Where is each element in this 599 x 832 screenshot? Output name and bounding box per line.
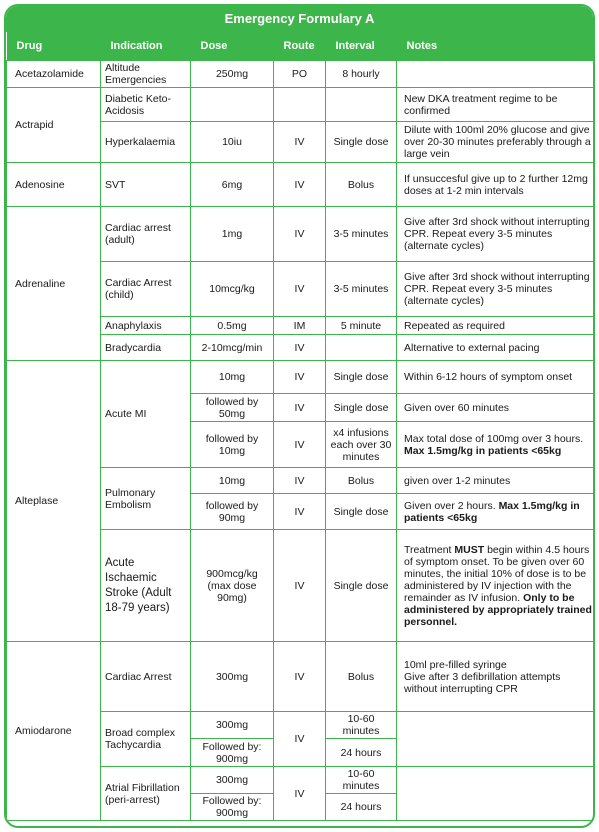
route-cell: IV	[274, 163, 326, 207]
interval-cell: 10-60 minutes	[326, 767, 397, 794]
table-row	[7, 207, 596, 262]
drug-cell: Alteplase	[7, 361, 101, 642]
route-cell: IV	[274, 122, 326, 163]
route-cell: IV	[274, 394, 326, 422]
notes-cell: Repeated as required	[397, 317, 596, 335]
notes-text: Treatment	[404, 543, 452, 556]
interval-cell: Bolus	[326, 468, 397, 494]
header-notes: Notes	[397, 32, 596, 61]
drug-cell: Adrenaline	[7, 207, 101, 361]
dose-cell: 10mg	[191, 361, 274, 394]
dose-cell: 250mg	[191, 61, 274, 88]
notes-cell: Give after 3rd shock without interrupting CPR. Repeat every 3-5 minutes (alternate cycles)	[397, 207, 596, 262]
dose-cell: Followed by: 900mg	[191, 794, 274, 821]
table-row	[7, 88, 596, 122]
interval-cell: Bolus	[326, 642, 397, 712]
interval-cell	[326, 88, 397, 122]
notes-cell	[397, 642, 596, 712]
route-cell: IV	[274, 642, 326, 712]
header-drug: Drug	[7, 32, 101, 61]
dose-cell: 300mg	[191, 767, 274, 794]
dose-cell: 10mcg/kg	[191, 262, 274, 317]
table-row	[7, 361, 596, 394]
notes-cell	[397, 61, 596, 88]
dose-cell: followed by 50mg	[191, 394, 274, 422]
drug-cell: Adenosine	[7, 163, 101, 207]
dose-cell: 10mg	[191, 468, 274, 494]
interval-cell: Single dose	[326, 361, 397, 394]
page-title: Emergency Formulary A	[6, 6, 593, 32]
notes-cell: New DKA treatment regime to be confirmed	[397, 88, 596, 122]
route-cell: IV	[274, 262, 326, 317]
notes-text: 10ml pre-filled syringe	[404, 658, 507, 671]
interval-cell: 3-5 minutes	[326, 207, 397, 262]
notes-cell	[397, 494, 596, 530]
table-row	[7, 163, 596, 207]
interval-cell: Bolus	[326, 163, 397, 207]
interval-cell: 24 hours	[326, 794, 397, 821]
dose-cell: 1mg	[191, 207, 274, 262]
indication-cell: Anaphylaxis	[101, 317, 191, 335]
route-cell: IV	[274, 207, 326, 262]
dose-cell: followed by 10mg	[191, 422, 274, 468]
notes-text: Max total dose of 100mg over 3 hours.	[404, 432, 584, 445]
route-cell: IV	[274, 530, 326, 642]
route-cell: PO	[274, 61, 326, 88]
notes-cell: Give after 3rd shock without interrupting CPR. Repeat every 3-5 minutes (alternate cycles)	[397, 262, 596, 317]
notes-cell: given over 1-2 minutes	[397, 468, 596, 494]
interval-cell: 5 minute	[326, 317, 397, 335]
interval-cell: 24 hours	[326, 739, 397, 767]
interval-cell: Single dose	[326, 494, 397, 530]
route-cell: IV	[274, 361, 326, 394]
indication-cell: Altitude Emergencies	[101, 61, 191, 88]
notes-cell: Within 6-12 hours of symptom onset	[397, 361, 596, 394]
indication-cell: Acute MI	[101, 361, 191, 468]
indication-cell: Cardiac Arrest	[101, 642, 191, 712]
interval-cell: 3-5 minutes	[326, 262, 397, 317]
dose-cell: 300mg	[191, 642, 274, 712]
indication-cell: Atrial Fibrillation (peri-arrest)	[101, 767, 191, 821]
header-row	[7, 32, 596, 61]
dose-cell: 900mcg/kg (max dose 90mg)	[191, 530, 274, 642]
header-interval: Interval	[326, 32, 397, 61]
indication-cell: Cardiac arrest (adult)	[101, 207, 191, 262]
interval-cell: x4 infusions each over 30 minutes	[326, 422, 397, 468]
interval-cell	[326, 335, 397, 361]
notes-cell: If unsuccesful give up to 2 further 12mg doses at 1-2 min intervals	[397, 163, 596, 207]
route-cell	[274, 88, 326, 122]
drug-cell: Acetazolamide	[7, 61, 101, 88]
indication-cell: Pulmonary Embolism	[101, 468, 191, 530]
formulary-card	[4, 4, 595, 828]
notes-cell: Alternative to external pacing	[397, 335, 596, 361]
notes-bold: MUST	[454, 543, 485, 556]
notes-text: Give after 3 defibrillation attempts without interrupting CPR	[404, 670, 561, 695]
interval-cell: Single dose	[326, 122, 397, 163]
dose-cell: Followed by: 900mg	[191, 739, 274, 767]
route-cell: IV	[274, 468, 326, 494]
notes-text: Given over 2 hours.	[404, 499, 496, 512]
route-cell: IV	[274, 335, 326, 361]
table-row	[7, 642, 596, 712]
indication-cell: Diabetic Keto-Acidosis	[101, 88, 191, 122]
header-dose: Dose	[191, 32, 274, 61]
dose-cell: 300mg	[191, 712, 274, 739]
dose-cell: 2-10mcg/min	[191, 335, 274, 361]
dose-cell	[191, 88, 274, 122]
interval-cell: 10-60 minutes	[326, 712, 397, 739]
header-route: Route	[274, 32, 326, 61]
notes-cell	[397, 712, 596, 767]
notes-bold: Max 1.5mg/kg in patients <65kg	[404, 499, 580, 524]
indication-cell: Cardiac Arrest (child)	[101, 262, 191, 317]
notes-cell	[397, 530, 596, 642]
indication-cell: Bradycardia	[101, 335, 191, 361]
dose-cell: 6mg	[191, 163, 274, 207]
route-cell: IV	[274, 712, 326, 767]
indication-cell: SVT	[101, 163, 191, 207]
indication-cell: Hyperkalaemia	[101, 122, 191, 163]
notes-cell	[397, 422, 596, 468]
drug-cell: Actrapid	[7, 88, 101, 163]
dose-cell: followed by 90mg	[191, 494, 274, 530]
route-cell: IV	[274, 494, 326, 530]
notes-text: begin within 4.5 hours of symptom onset. To be given over 60 minutes, the initial 10% of dose is to be administered by IV injection with the remainder as IV infusion.	[404, 543, 590, 604]
indication-cell: Acute Ischaemic Stroke (Adult 18-79 years)	[101, 530, 191, 642]
notes-cell	[397, 767, 596, 821]
interval-cell: 8 hourly	[326, 61, 397, 88]
notes-cell: Dilute with 100ml 20% glucose and give over 20-30 minutes preferably through a large vein	[397, 122, 596, 163]
drug-cell: Amiodarone	[7, 642, 101, 821]
notes-bold: Only to be administered by appropriately trained personnel.	[404, 591, 592, 628]
route-cell: IM	[274, 317, 326, 335]
interval-cell: Single dose	[326, 394, 397, 422]
notes-bold: Max 1.5mg/kg in patients <65kg	[404, 444, 562, 457]
route-cell: IV	[274, 767, 326, 821]
notes-cell: Given over 60 minutes	[397, 394, 596, 422]
indication-cell: Broad complex Tachycardia	[101, 712, 191, 767]
table-row	[7, 61, 596, 88]
route-cell: IV	[274, 422, 326, 468]
header-indication: Indication	[101, 32, 191, 61]
dose-cell: 10iu	[191, 122, 274, 163]
interval-cell: Single dose	[326, 530, 397, 642]
formulary-table	[6, 32, 595, 821]
dose-cell: 0.5mg	[191, 317, 274, 335]
